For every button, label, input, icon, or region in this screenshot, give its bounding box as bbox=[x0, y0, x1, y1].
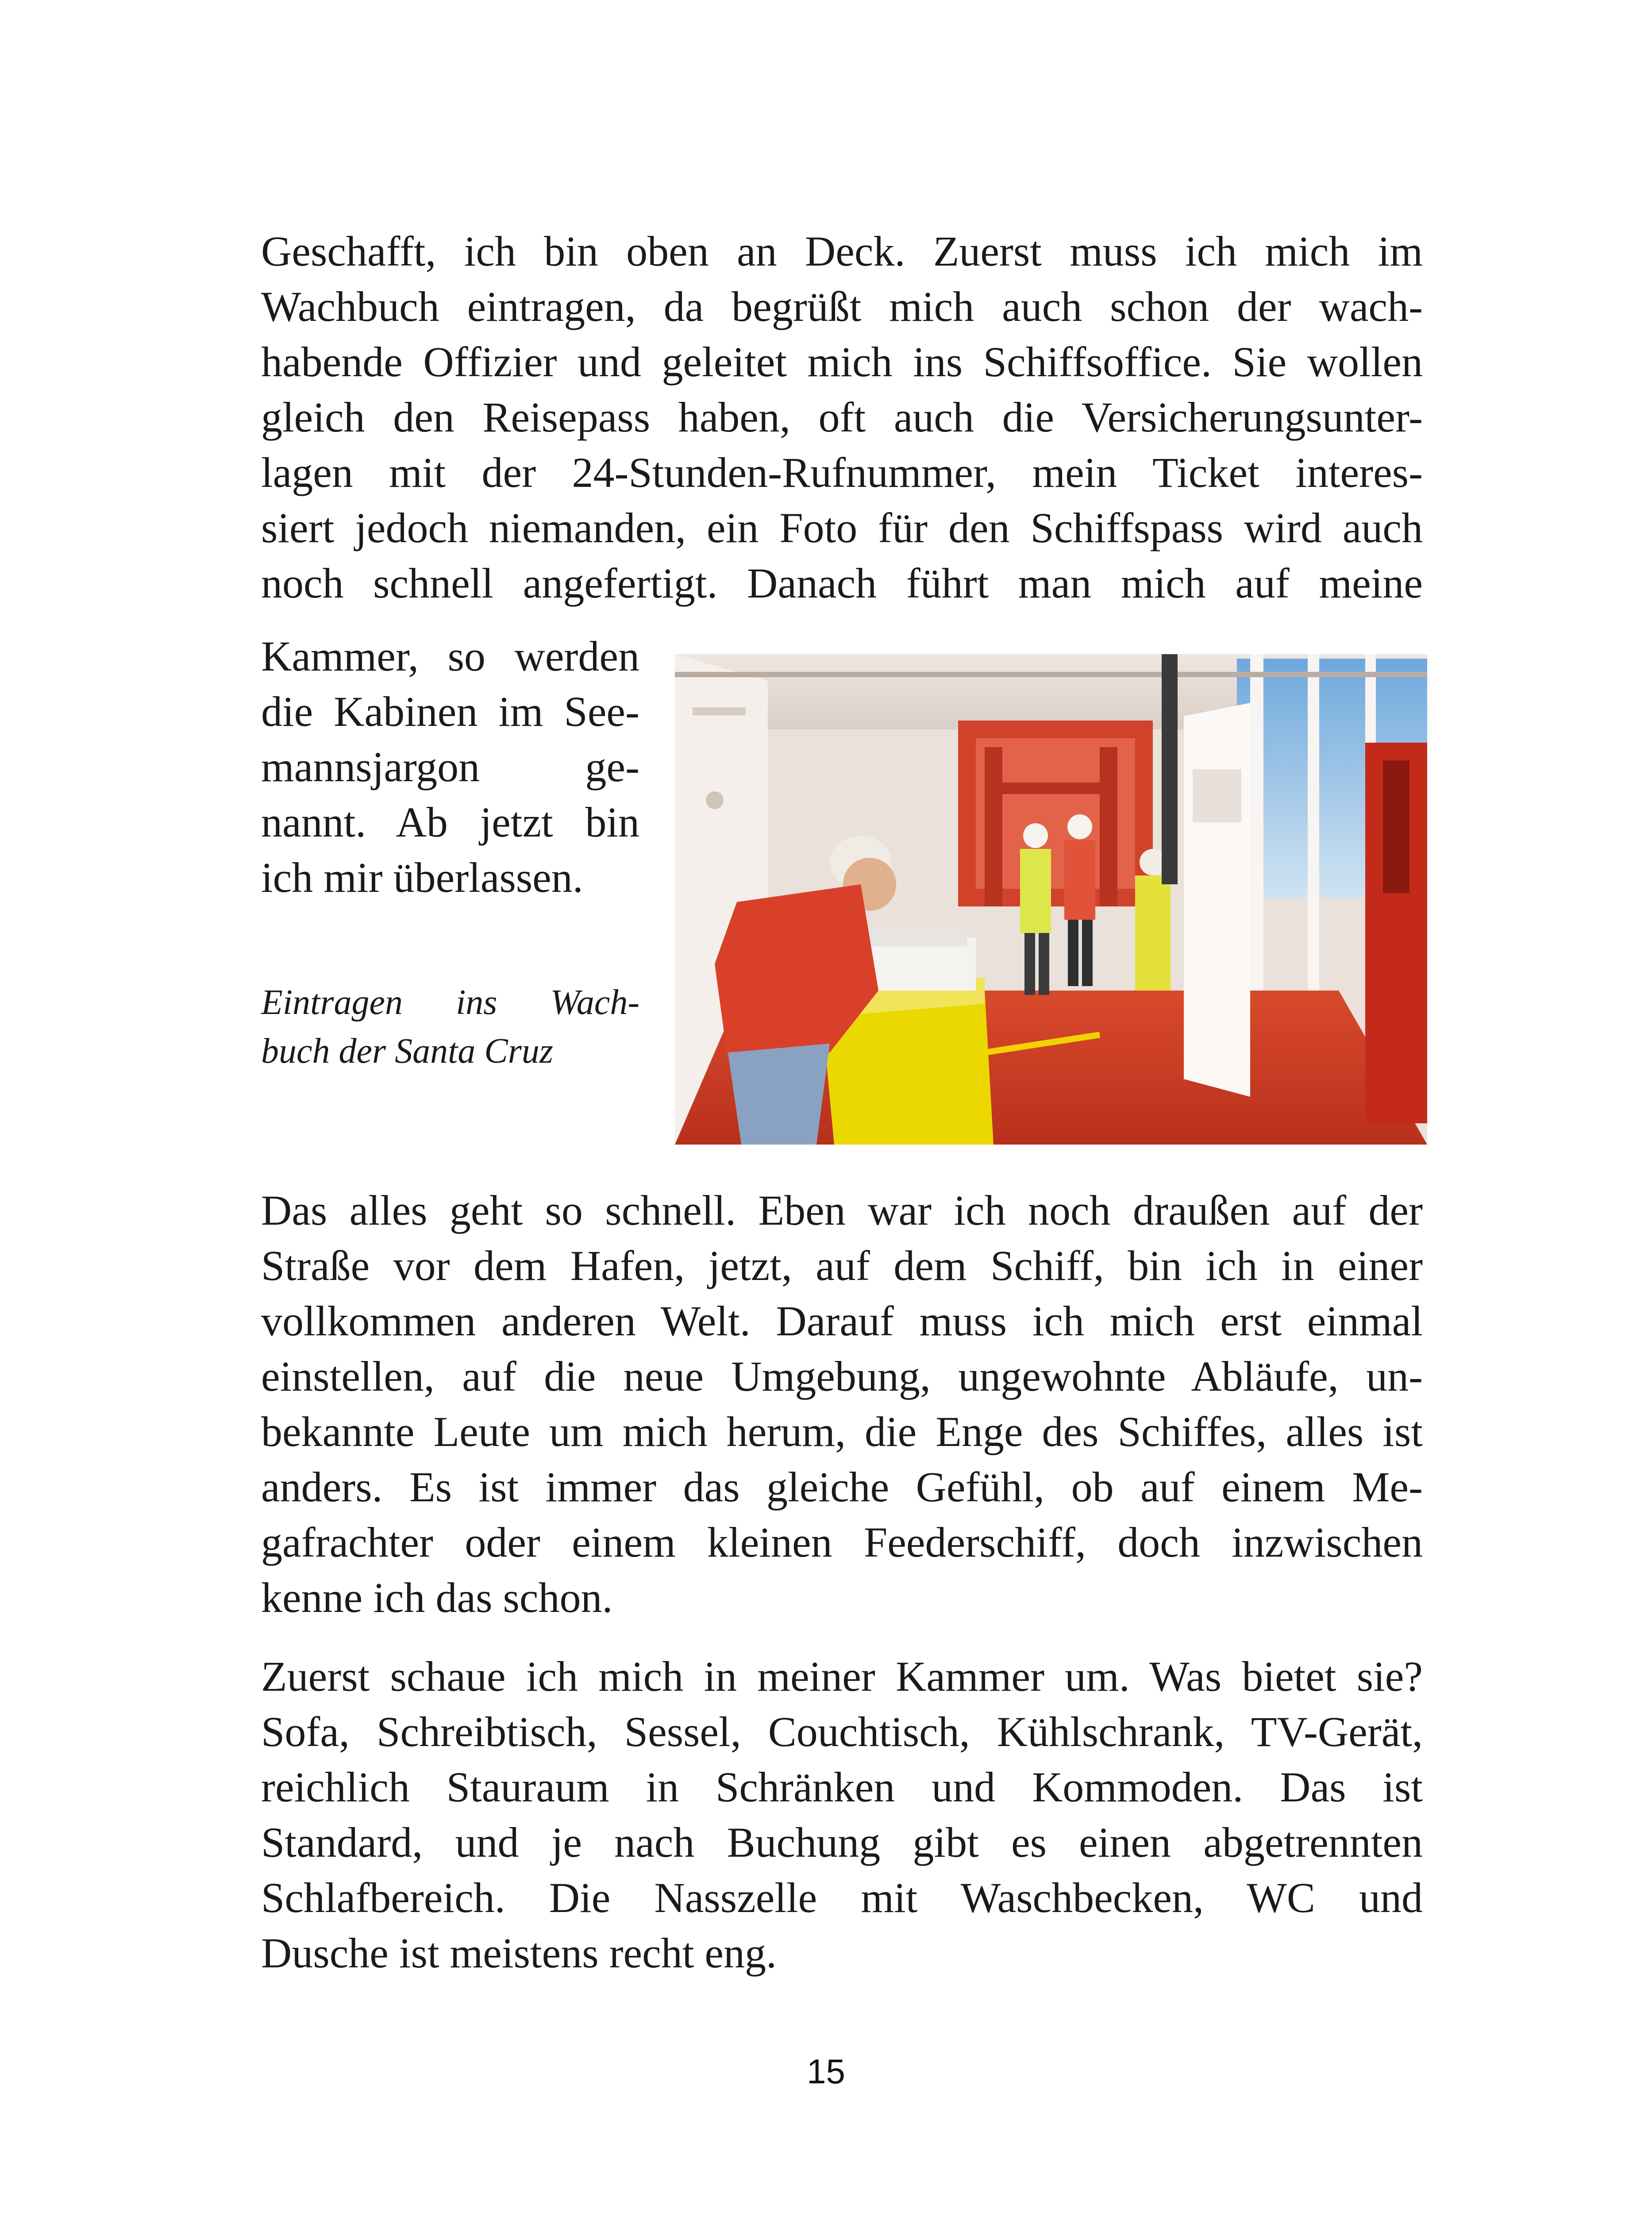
text-line: anders. Es ist immer das gleiche Gefühl, ob auf einem Me- bbox=[261, 1463, 1423, 1511]
ship-deck-photo bbox=[675, 654, 1427, 1145]
paragraph-cabin-intro bbox=[261, 628, 639, 905]
text-line: Das alles geht so schnell. Eben war ich noch draußen auf der bbox=[261, 1187, 1423, 1234]
paragraph-other-world bbox=[261, 1183, 1423, 1625]
text-line: habende Offizier und geleitet mich ins Schiffsoffice. Sie wollen bbox=[261, 338, 1423, 386]
text-line: nannt. Ab jetzt bin bbox=[261, 798, 639, 846]
text-line: vollkommen anderen Welt. Darauf muss ich mich erst einmal bbox=[261, 1297, 1423, 1345]
caption-line: Eintragen ins Wach- bbox=[261, 983, 639, 1022]
text-line: gleich den Reisepass haben, oft auch die Versicherungsunter- bbox=[261, 393, 1423, 441]
text-line: mannsjargon ge- bbox=[261, 743, 639, 790]
text-line: noch schnell angefertigt. Danach führt man mich auf meine bbox=[261, 559, 1423, 607]
text-line: Straße vor dem Hafen, jetzt, auf dem Schiff, bin ich in einer bbox=[261, 1242, 1423, 1289]
text-line: die Kabinen im See- bbox=[261, 688, 639, 735]
caption-line: buch der Santa Cruz bbox=[261, 1032, 553, 1071]
text-line: siert jedoch niemanden, ein Foto für den Schiffspass wird auch bbox=[261, 504, 1423, 551]
text-line: Geschafft, ich bin oben an Deck. Zuerst muss ich mich im bbox=[261, 227, 1423, 275]
text-line: Wachbuch eintragen, da begrüßt mich auch schon der wach- bbox=[261, 283, 1423, 330]
text-line: Kammer, so werden bbox=[261, 632, 639, 680]
paragraph-deck-arrival bbox=[261, 224, 1423, 611]
text-line: ich mir überlassen. bbox=[261, 854, 583, 901]
text-line: kenne ich das schon. bbox=[261, 1574, 613, 1621]
text-line: lagen mit der 24-Stunden-Rufnummer, mein Ticket interes- bbox=[261, 449, 1423, 496]
text-line: reichlich Stauraum in Schränken und Kommoden. Das ist bbox=[261, 1763, 1423, 1811]
text-line: Standard, und je nach Buchung gibt es einen abgetrennten bbox=[261, 1819, 1423, 1866]
text-line: Zuerst schaue ich mich in meiner Kammer um. Was bietet sie? bbox=[261, 1653, 1423, 1700]
paragraph-cabin-details bbox=[261, 1649, 1423, 1981]
text-line: gafrachter oder einem kleinen Feederschiff, doch inzwischen bbox=[261, 1519, 1423, 1566]
text-line: bekannte Leute um mich herum, die Enge des Schiffes, alles ist bbox=[261, 1408, 1423, 1455]
text-line: Dusche ist meistens recht eng. bbox=[261, 1929, 777, 1977]
text-line: einstellen, auf die neue Umgebung, ungewohnte Abläufe, un- bbox=[261, 1353, 1423, 1400]
text-line: Sofa, Schreibtisch, Sessel, Couchtisch, Kühlschrank, TV-Gerät, bbox=[261, 1708, 1423, 1755]
photo-caption bbox=[261, 978, 639, 1076]
page-number: 15 bbox=[807, 2052, 845, 2091]
text-line: Schlafbereich. Die Nasszelle mit Waschbecken, WC und bbox=[261, 1874, 1423, 1921]
